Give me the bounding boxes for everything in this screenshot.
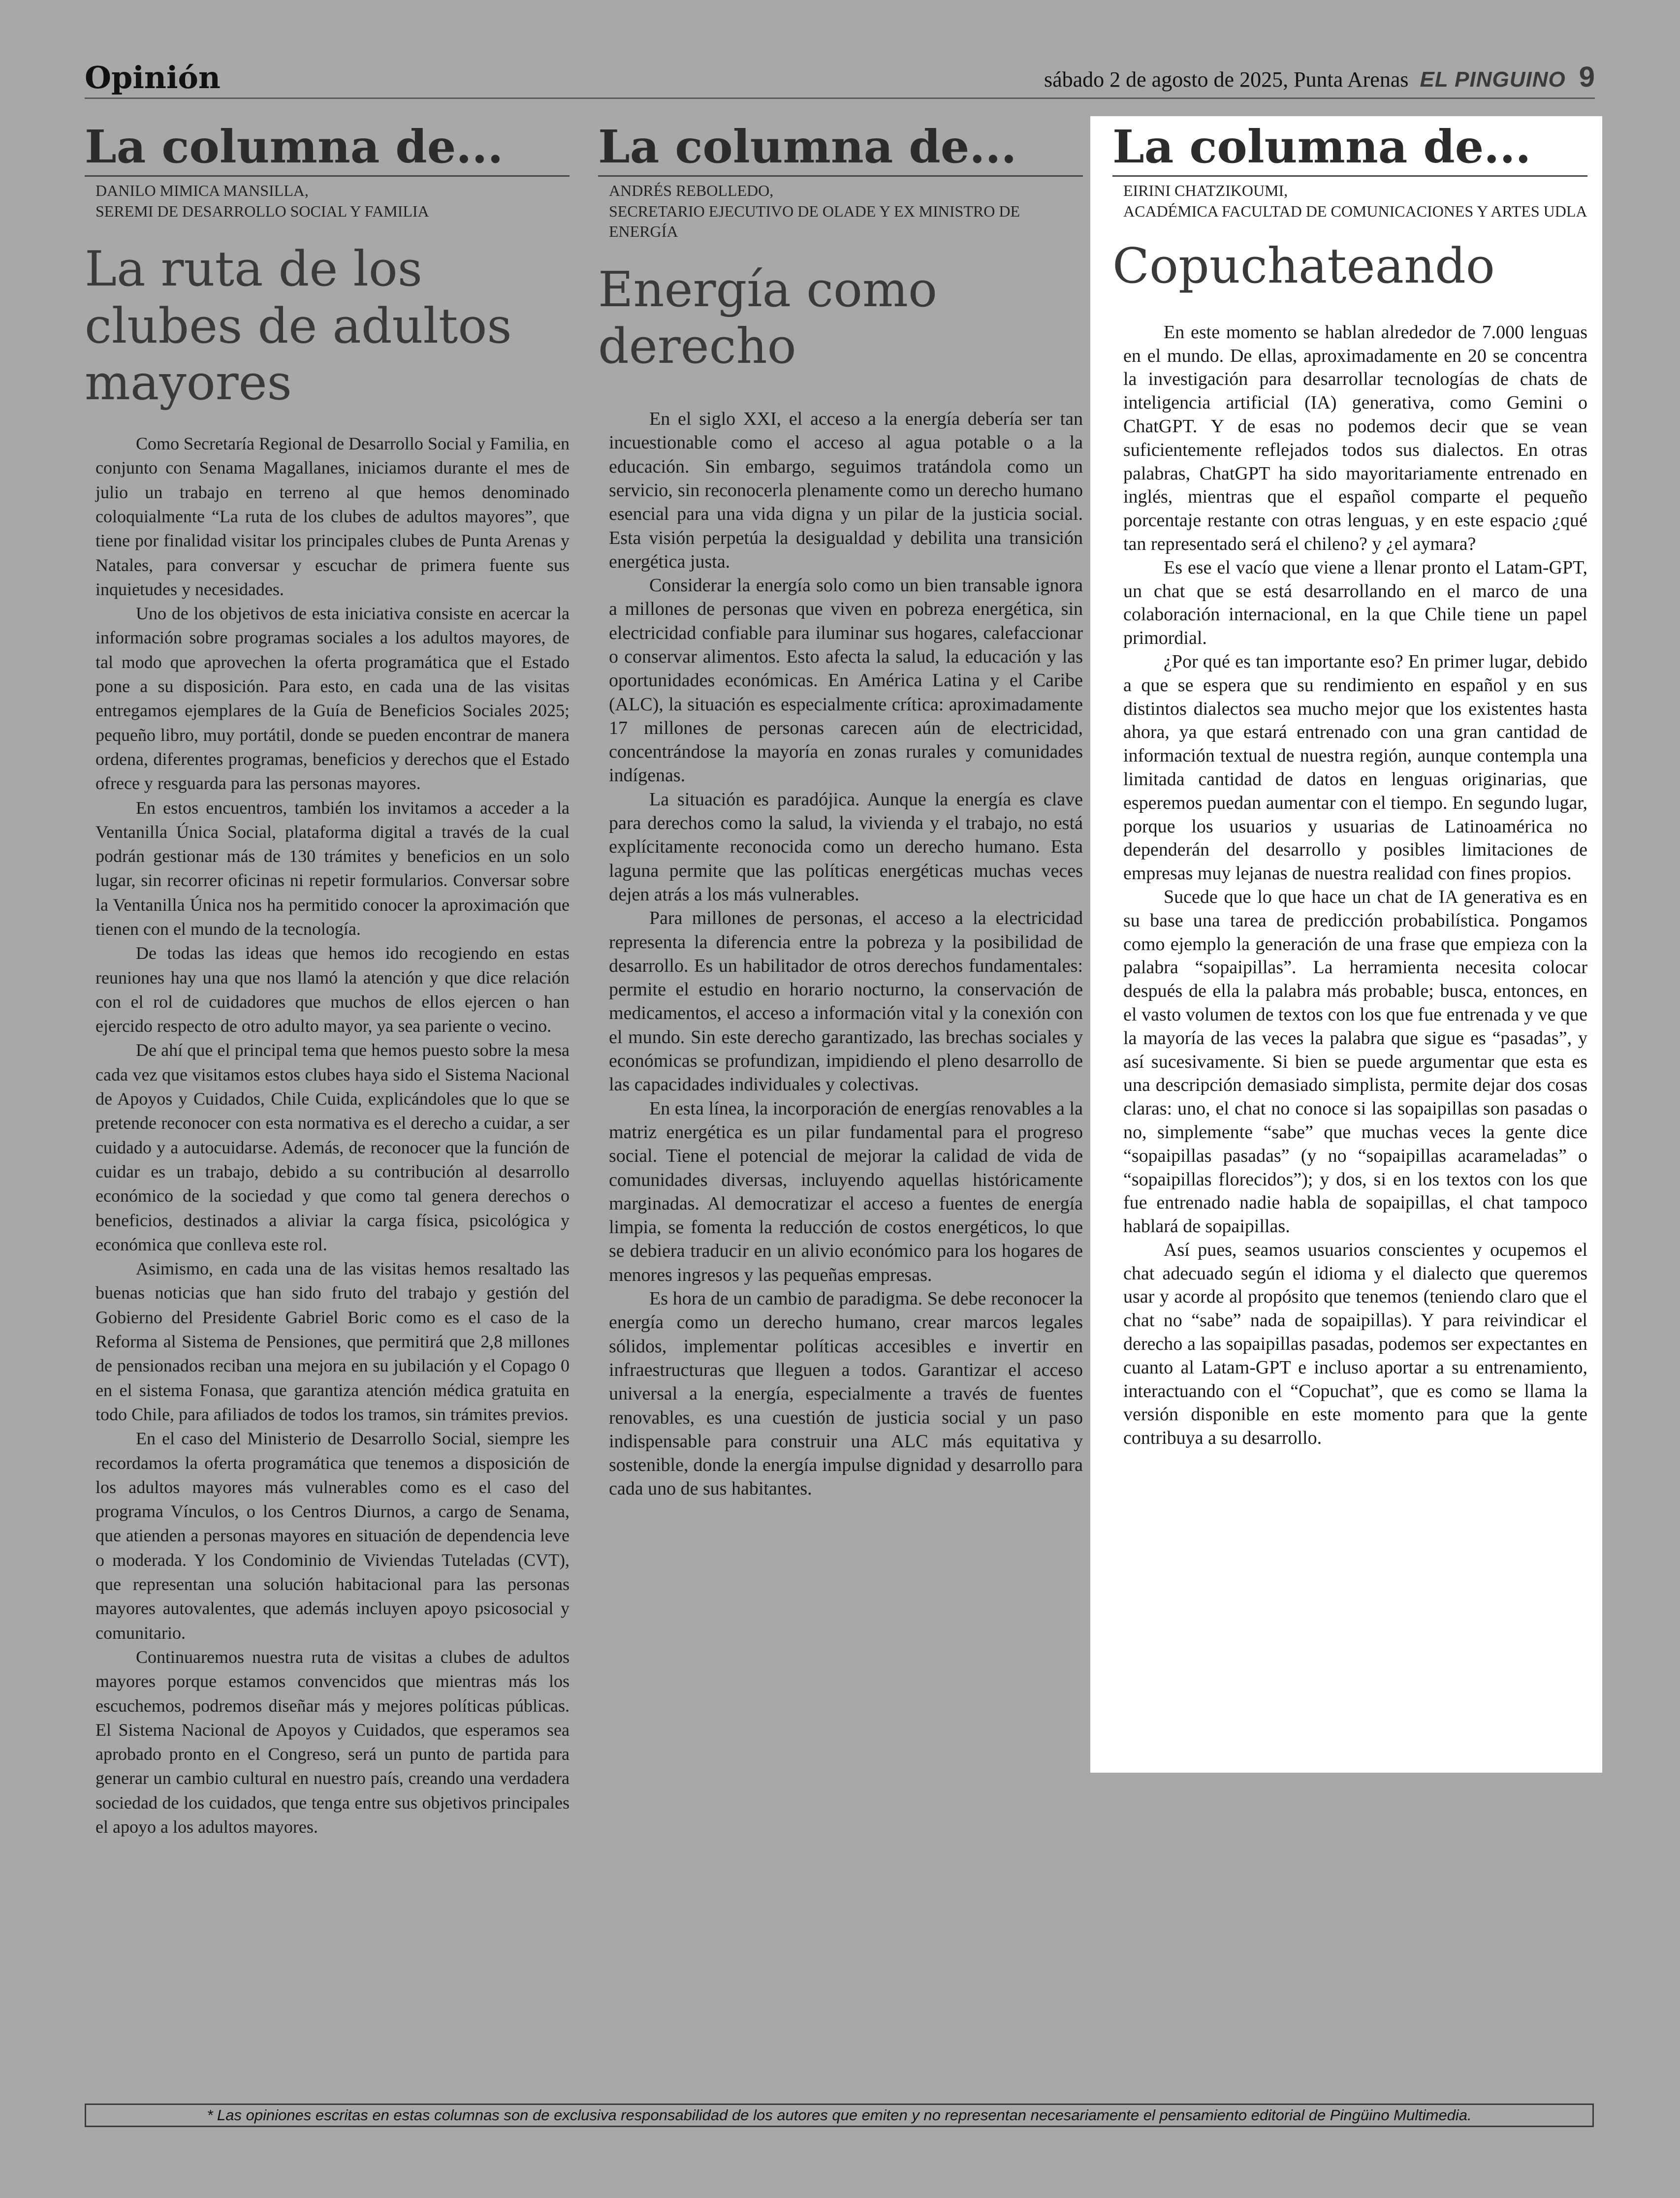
article-body <box>609 407 1083 1501</box>
paragraph: Como Secretaría Regional de Desarrollo Social y Familia, en conjunto con Senama Magallanes, iniciamos durante el mes de julio un trabajo en terreno al que hemos denominado coloquialmente “La ruta de los clubes de adultos mayores”, que tiene por finalidad visitar los principales clubes de Punta Arenas y Natales, para conversar y escuchar de primera fuente sus inquietudes y necesidades. <box>95 434 570 599</box>
disclaimer-text: * Las opiniones escritas en estas columnas son de exclusiva responsabilidad de los autores que emiten y no representan necesariamente el pensamiento editorial de Pingüino Multimedia. <box>207 2106 1472 2124</box>
paragraph: La situación es paradójica. Aunque la energía es clave para derechos como la salud, la vivienda y el trabajo, no está explícitamente reconocida como un derecho humano. Esta laguna permite que las políticas energéticas muchas veces dejen atrás a los más vulnerables. <box>609 789 1083 905</box>
author-byline <box>609 181 1083 242</box>
paragraph: De ahí que el principal tema que hemos puesto sobre la mesa cada vez que visitamos estos clubes haya sido el Sistema Nacional de Apoyos y Cuidados, Chile Cuida, explicándoles que lo que se pretende reconocer con esta normativa es el derecho a cuidar, a ser cuidado y a autocuidarse. Además, de reconocer que la función de cuidar es un trabajo, debido a su contribución al desarrollo económico de la sociedad y que como tal genera derechos o beneficios, destinados a aliviar la carga física, psicológica y económica que conlleva este rol. <box>95 1040 570 1254</box>
column-kicker: La columna de... <box>85 124 570 177</box>
page-number: 9 <box>1579 61 1595 93</box>
disclaimer-box <box>85 2103 1594 2127</box>
paragraph: Es ese el vacío que viene a llenar pronto el Latam-GPT, un chat que se está desarrollando en el marco de una colaboración internacional, en la que Chile tiene un papel primordial. <box>1123 557 1587 649</box>
author-name: DANILO MIMICA MANSILLA, <box>95 182 309 199</box>
article-body <box>1123 321 1587 1450</box>
paragraph: Así pues, seamos usuarios conscientes y ocupemos el chat adecuado según el idioma y el dialecto que queremos usar y acorde al propósito que tenemos (teniendo claro que el chat no “sabe” nada de sopaipillas). Y para reivindicar el derecho a las sopaipillas pasadas, podemos ser expectantes en cuanto al Latam-GPT e incluso aportar a su entrenamiento, interactuando con el “Copuchat”, que es como se llama la versión disponible en este momento para que la gente contribuya a su desarrollo. <box>1123 1239 1587 1449</box>
article-title: Energía como derecho <box>598 261 937 375</box>
article-body <box>95 432 570 1839</box>
column-3 <box>1090 116 1602 1773</box>
paragraph: Es hora de un cambio de paradigma. Se debe reconocer la energía como un derecho humano, crear marcos legales sólidos, implementar políticas accesibles e invertir en infraestructuras que lleguen a todos. Garantizar el acceso universal a la energía, especialmente a través de fuentes renovables, es una cuestión de justicia social y un paso indispensable para construir una ALC más equitativa y sostenible, donde la energía impulse dignidad y desarrollo para cada uno de sus habitantes. <box>609 1288 1083 1499</box>
paragraph: Asimismo, en cada una de las visitas hemos resaltado las buenas noticias que han sido fruto del trabajo y gestión del Gobierno del Presidente Gabriel Boric como es el caso de la Reforma al Sistema de Pensiones, que permitirá que 2,8 millones de pensionados reciban una mejora en su jubilación y el Copago 0 en el sistema Fonasa, que garantiza atención médica gratuita en todo Chile, para afiliados de todos los tramos, sin trámites previos. <box>95 1259 570 1424</box>
paragraph: En este momento se hablan alrededor de 7.000 lenguas en el mundo. De ellas, aproximadamente en 20 se concentra la investigación para desarrollar tecnologías de chats de inteligencia artificial (IA) generativa, como Gemini o ChatGPT. Y de esas no podemos decir que se vean suficientemente reflejados todos sus dialectos. En otras palabras, ChatGPT ha sido mayoritariamente entrenado en inglés, mientras que el español comparte el pequeño porcentaje restante con otras lenguas, y en este espacio ¿qué tan representado será el chileno? y ¿el aymara? <box>1123 321 1587 554</box>
author-name: EIRINI CHATZIKOUMI, <box>1123 182 1288 199</box>
paragraph: Sucede que lo que hace un chat de IA generativa es en su base una tarea de predicción probabilística. Pongamos como ejemplo la generación de una frase que empieza con la palabra “sopaipillas”. La herramienta necesita colocar después de ella la palabra más probable; busca, entonces, en el vasto volumen de textos con los que fue entrenada y ve que la mayoría de las veces la palabra que sigue es “pasadas”, y así sucesivamente. Si bien se puede argumentar que esta es una descripción demasiado simplista, permite dejar dos cosas claras: uno, el chat no conoce si las sopaipillas son pasadas o no, simplemente “sabe” que muchas veces la gente dice “sopaipillas pasadas” (y no “sopaipillas acarameladas” o “sopaipillas florecidos”); y dos, si en los textos con los que fue entrenado nadie habla de sopaipillas, el chat tampoco hablará de sopaipillas. <box>1123 886 1587 1237</box>
column-kicker: La columna de... <box>1112 124 1587 177</box>
author-name: ANDRÉS REBOLLEDO, <box>609 182 774 199</box>
paragraph: Continuaremos nuestra ruta de visitas a clubes de adultos mayores porque estamos convencidos que mientras más los escuchemos, podremos diseñar más y mejores políticas públicas. El Sistema Nacional de Apoyos y Cuidados, que esperamos sea aprobado pronto en el Congreso, será un punto de partida para generar un cambio cultural en nuestro país, creando una verdadera sociedad de los cuidados, que tenga entre sus objetivos principales el apoyo a los adultos mayores. <box>95 1647 570 1837</box>
article-title: La ruta de los clubes de adultos mayores <box>85 241 512 412</box>
paragraph: De todas las ideas que hemos ido recogiendo en estas reuniones hay una que nos llamó la atención y que dice relación con el rol de cuidadores que muchos de ellos ejercen o han ejercido respecto de otro adulto mayor, ya sea pariente o vecino. <box>95 943 570 1036</box>
paragraph: En el siglo XXI, el acceso a la energía debería ser tan incuestionable como el acceso al agua potable o a la educación. Sin embargo, seguimos tratándola como un servicio, sin reconocerla plenamente como un derecho humano esencial para una vida digna y un pilar de la justicia social. Esta visión perpetúa la desigualdad y debilita una transición energética justa. <box>609 409 1083 572</box>
column-2 <box>598 120 1083 1501</box>
author-byline <box>95 181 570 222</box>
column-1 <box>85 120 570 1839</box>
paragraph: Para millones de personas, el acceso a la electricidad representa la diferencia entre la pobreza y la posibilidad de desarrollo. Es un habilitador de otros derechos fundamentales: permite el estudio en horario nocturno, la conservación de medicamentos, el acceso a información vital y la conexión con el mundo. Sin este derecho garantizado, las brechas sociales y económicas se profundizan, impidiendo el pleno desarrollo de las capacidades individuales y colectivas. <box>609 908 1083 1095</box>
paragraph: Uno de los objetivos de esta iniciativa consiste en acercar la información sobre programas sociales a los adultos mayores, de tal modo que aprovechen la oferta programática que el Estado pone a su disposición. Para esto, en cada una de las visitas entregamos ejemplares de la Guía de Beneficios Sociales 2025; pequeño libro, muy portátil, donde se pueden encontrar de manera ordena, diferentes programas, beneficios y derechos que el Estado ofrece y resguarda para las personas mayores. <box>95 604 570 794</box>
column-3-content <box>1112 120 1587 1450</box>
paragraph: En esta línea, la incorporación de energías renovables a la matriz energética es un pilar fundamental para el progreso social. Tiene el potencial de mejorar la calidad de vida de comunidades diversas, incluyendo aquellas históricamente marginadas. Al democratizar el acceso a fuentes de energía limpia, se fomenta la reducción de costos energéticos, lo que se debiera traducir en un alivio económico para los hogares de menores ingresos y las pequeñas empresas. <box>609 1098 1083 1285</box>
author-role: ACADÉMICA FACULTAD DE COMUNICACIONES Y ARTES UDLA <box>1123 202 1587 220</box>
paragraph: ¿Por qué es tan importante eso? En primer lugar, debido a que se espera que su rendimiento en español y en sus distintos dialectos sea mucho mejor que los existentes hasta ahora, ya que estará entrenado con una gran cantidad de información textual de nuestra región, aunque contempla una limitada cantidad de datos en lenguas originarias, que esperemos puedan aumentar con el tiempo. En segundo lugar, porque los usuarios y usuarias de Latinoamérica no dependerán del desarrollo y posibles limitaciones de empresas muy lejanas de nuestra realidad con fines propios. <box>1123 651 1587 884</box>
dateline <box>1044 61 1595 94</box>
column-kicker: La columna de... <box>598 124 1083 177</box>
newspaper-logo: EL PINGUINO <box>1420 67 1566 92</box>
author-role: SECRETARIO EJECUTIVO DE OLADE Y EX MINISTRO DE ENERGÍA <box>609 202 1020 241</box>
author-byline <box>1123 181 1587 222</box>
paragraph: En estos encuentros, también los invitamos a acceder a la Ventanilla Única Social, plataforma digital a través de la cual podrán gestionar más de 130 trámites y beneficios en un solo lugar, sin recorrer oficinas ni repetir formularios. Conversar sobre la Ventanilla Única nos ha permitido conocer la aproximación que tienen con el mundo de la tecnología. <box>95 797 570 939</box>
paragraph: Considerar la energía solo como un bien transable ignora a millones de personas que viven en pobreza energética, sin electricidad confiable para iluminar sus hogares, calefaccionar o conservar alimentos. Esto afecta la salud, la educación y las oportunidades económicas. En América Latina y el Caribe (ALC), la situación es especialmente crítica: aproximadamente 17 millones de personas carecen aún de electricidad, concentrándose la mayoría en zonas rurales y comunidades indígenas. <box>609 575 1083 786</box>
section-name: Opinión <box>85 60 221 96</box>
author-role: SEREMI DE DESARROLLO SOCIAL Y FAMILIA <box>95 202 429 220</box>
article-title: Copuchateando <box>1112 238 1495 295</box>
page-header <box>85 58 1595 99</box>
date-location: sábado 2 de agosto de 2025, Punta Arenas <box>1044 67 1409 92</box>
paragraph: En el caso del Ministerio de Desarrollo Social, siempre les recordamos la oferta programática que tenemos a disposición de los adultos mayores más vulnerables como es el caso del programa Vínculos, o los Centros Diurnos, a cargo de Senama, que atienden a personas mayores en situación de dependencia leve o moderada. Y los Condominio de Viviendas Tuteladas (CVT), que representan una solución habitacional para las personas mayores autovalentes, que además incluyen apoyo psicosocial y comunitario. <box>95 1429 570 1643</box>
